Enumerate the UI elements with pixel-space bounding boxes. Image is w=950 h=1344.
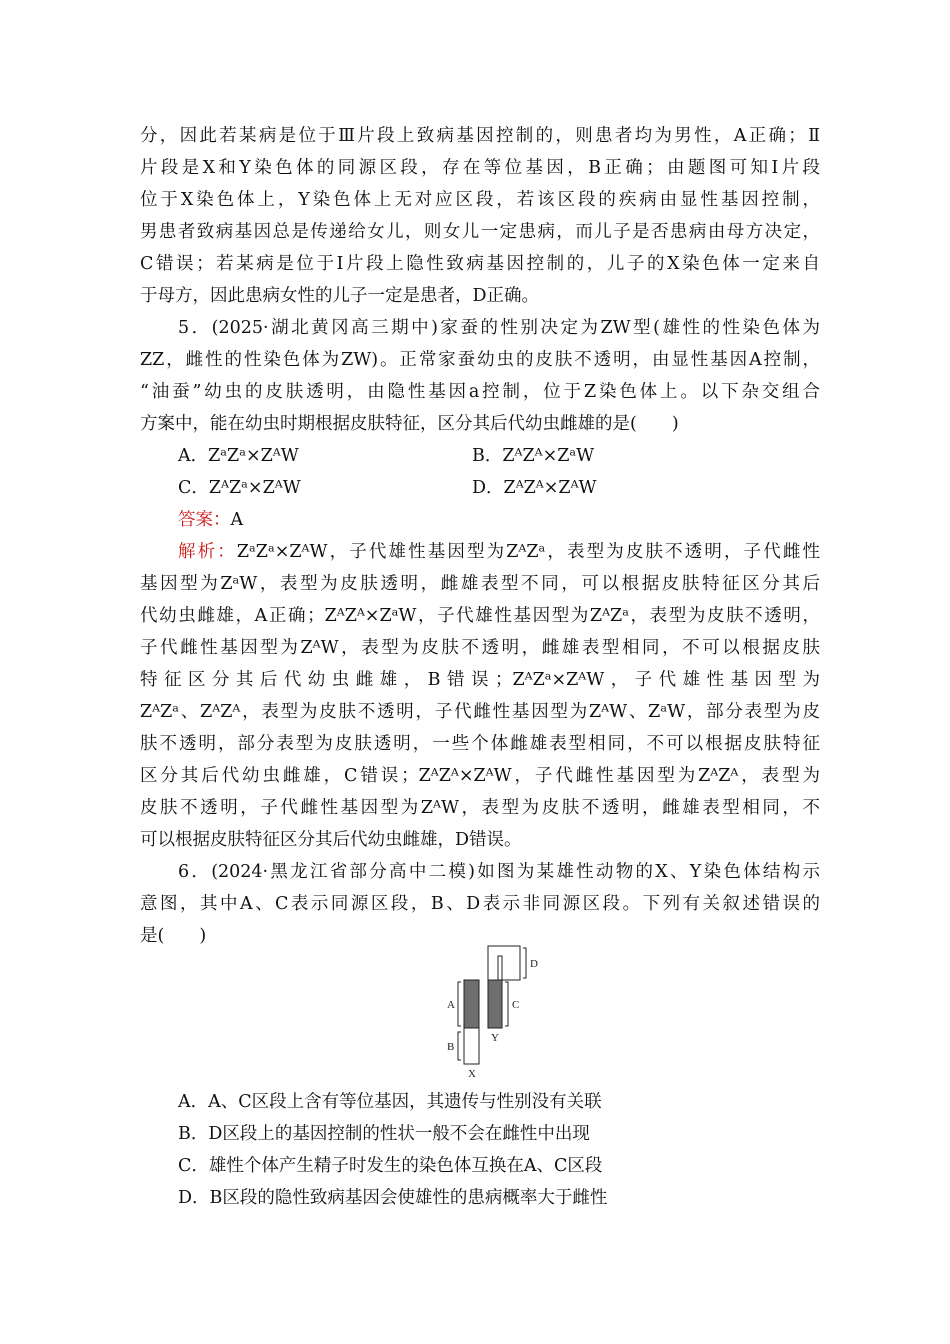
q5-answer: [178, 512, 820, 530]
bracket-c: [505, 982, 508, 1026]
y-nonhomologous-segment: [488, 946, 520, 980]
q5-stem-line: ZZ，雌性的性染色体为ZW)。正常家蚕幼虫的皮肤不透明，由显性基因A控制，: [140, 350, 820, 370]
bracket-a: [458, 982, 461, 1026]
bracket-b: [458, 1032, 461, 1060]
label-x: X: [468, 1068, 476, 1080]
q5-stem-line: 方案中，能在幼虫时期根据皮肤特征，区分其后代幼虫雌雄的是( ): [140, 414, 679, 434]
analysis-label: 解析：: [178, 542, 237, 562]
q5-analysis-line: 皮肤不透明，子代雌性基因型为ZᴬW，表型为皮肤不透明，雌雄表型相同，不: [140, 798, 820, 818]
q6-stem-line: 6．(2024·黑龙江省部分高中二模)如图为某雄性动物的X、Y染色体结构示: [178, 862, 820, 882]
q5-option-b: B．ZᴬZᴬ×ZᵃW: [472, 446, 595, 466]
q5-analysis-line: 肤不透明，部分表型为皮肤透明，一些个体雌雄表型相同，不可以根据皮肤特征: [140, 734, 820, 754]
label-a: A: [447, 999, 455, 1011]
label-y: Y: [491, 1032, 499, 1044]
label-c: C: [512, 999, 520, 1011]
q5-analysis-line: ZᴬZᵃ、ZᴬZᴬ，表型为皮肤不透明，子代雌性基因型为ZᴬW、ZᵃW，部分表型为皮: [140, 702, 820, 722]
explanation-line: C错误；若某病是位于Ⅰ片段上隐性致病基因控制的，儿子的X染色体一定来自: [140, 254, 820, 274]
explanation-line: 男患者致病基因总是传递给女儿，则女儿一定患病，而儿子是否患病由母方决定，: [140, 222, 820, 242]
explanation-line: 于母方，因此患病女性的儿子一定是患者，D正确。: [140, 286, 540, 306]
q5-analysis-line: [178, 544, 820, 562]
analysis-text: ZᵃZᵃ×ZᴬW，子代雄性基因型为ZᴬZᵃ，表型为皮肤不透明，子代雌性: [236, 542, 821, 562]
q6-stem-line: 是( ): [140, 926, 207, 946]
xy-chromosome-svg: [432, 940, 562, 1080]
label-d: D: [530, 958, 538, 970]
answer-label: 答案：: [178, 510, 231, 530]
q5-analysis-line: 基因型为ZᵃW，表型为皮肤透明，雌雄表型不同，可以根据皮肤特征区分其后: [140, 574, 820, 594]
q6-option-c: C．雄性个体产生精子时发生的染色体互换在A、C区段: [178, 1156, 603, 1176]
q5-analysis-line: 特征区分其后代幼虫雌雄，B错误；ZᴬZᵃ×ZᴬW，子代雄性基因型为: [140, 670, 820, 690]
q5-option-d: D．ZᴬZᴬ×ZᴬW: [472, 478, 597, 498]
q6-stem-line: 意图，其中A、C表示同源区段，B、D表示非同源区段。下列有关叙述错误的: [140, 894, 820, 914]
q5-analysis-line: 区分其后代幼虫雌雄，C错误；ZᴬZᴬ×ZᴬW，子代雌性基因型为ZᴬZᴬ，表型为: [140, 766, 820, 786]
q5-analysis-line: 子代雌性基因型为ZᴬW，表型为皮肤不透明，雌雄表型相同，不可以根据皮肤: [140, 638, 820, 658]
explanation-line: 位于X染色体上，Y染色体上无对应区段，若该区段的疾病由显性基因控制，: [140, 190, 820, 210]
q5-analysis-line: 代幼虫雌雄，A正确；ZᴬZᴬ×ZᵃW，子代雄性基因型为ZᴬZᵃ，表型为皮肤不透明，: [140, 606, 820, 626]
q6-option-b: B．D区段上的基因控制的性状一般不会在雌性中出现: [178, 1124, 590, 1144]
q6-option-a: A．A、C区段上含有等位基因，其遗传与性别没有关联: [178, 1092, 602, 1112]
x-nonhomologous-segment: [464, 1028, 479, 1064]
bracket-d: [523, 948, 526, 978]
q5-stem-line: 5．(2025·湖北黄冈高三期中)家蚕的性别决定为ZW型(雄性的性染色体为: [178, 318, 820, 338]
y-homologous-segment: [488, 980, 502, 1028]
q5-option-a: A．ZᵃZᵃ×ZᴬW: [178, 446, 299, 466]
q5-stem-line: “油蚕”幼虫的皮肤透明，由隐性基因a控制，位于Z染色体上。以下杂交组合: [140, 382, 820, 402]
x-homologous-segment: [464, 980, 479, 1028]
xy-chromosome-diagram: [432, 940, 562, 1080]
explanation-line: 分，因此若某病是位于Ⅲ片段上致病基因控制的，则患者均为男性，A正确；Ⅱ: [140, 126, 820, 146]
q5-analysis-line: 可以根据皮肤特征区分其后代幼虫雌雄，D错误。: [140, 830, 522, 850]
label-b: B: [447, 1041, 455, 1053]
q5-option-c: C．ZᴬZᵃ×ZᴬW: [178, 478, 301, 498]
answer-value: A: [230, 510, 244, 530]
q6-option-d: D．B区段的隐性致病基因会使雄性的患病概率大于雌性: [178, 1188, 608, 1208]
explanation-line: 片段是X和Y染色体的同源区段，存在等位基因，B正确；由题图可知Ⅰ片段: [140, 158, 820, 178]
